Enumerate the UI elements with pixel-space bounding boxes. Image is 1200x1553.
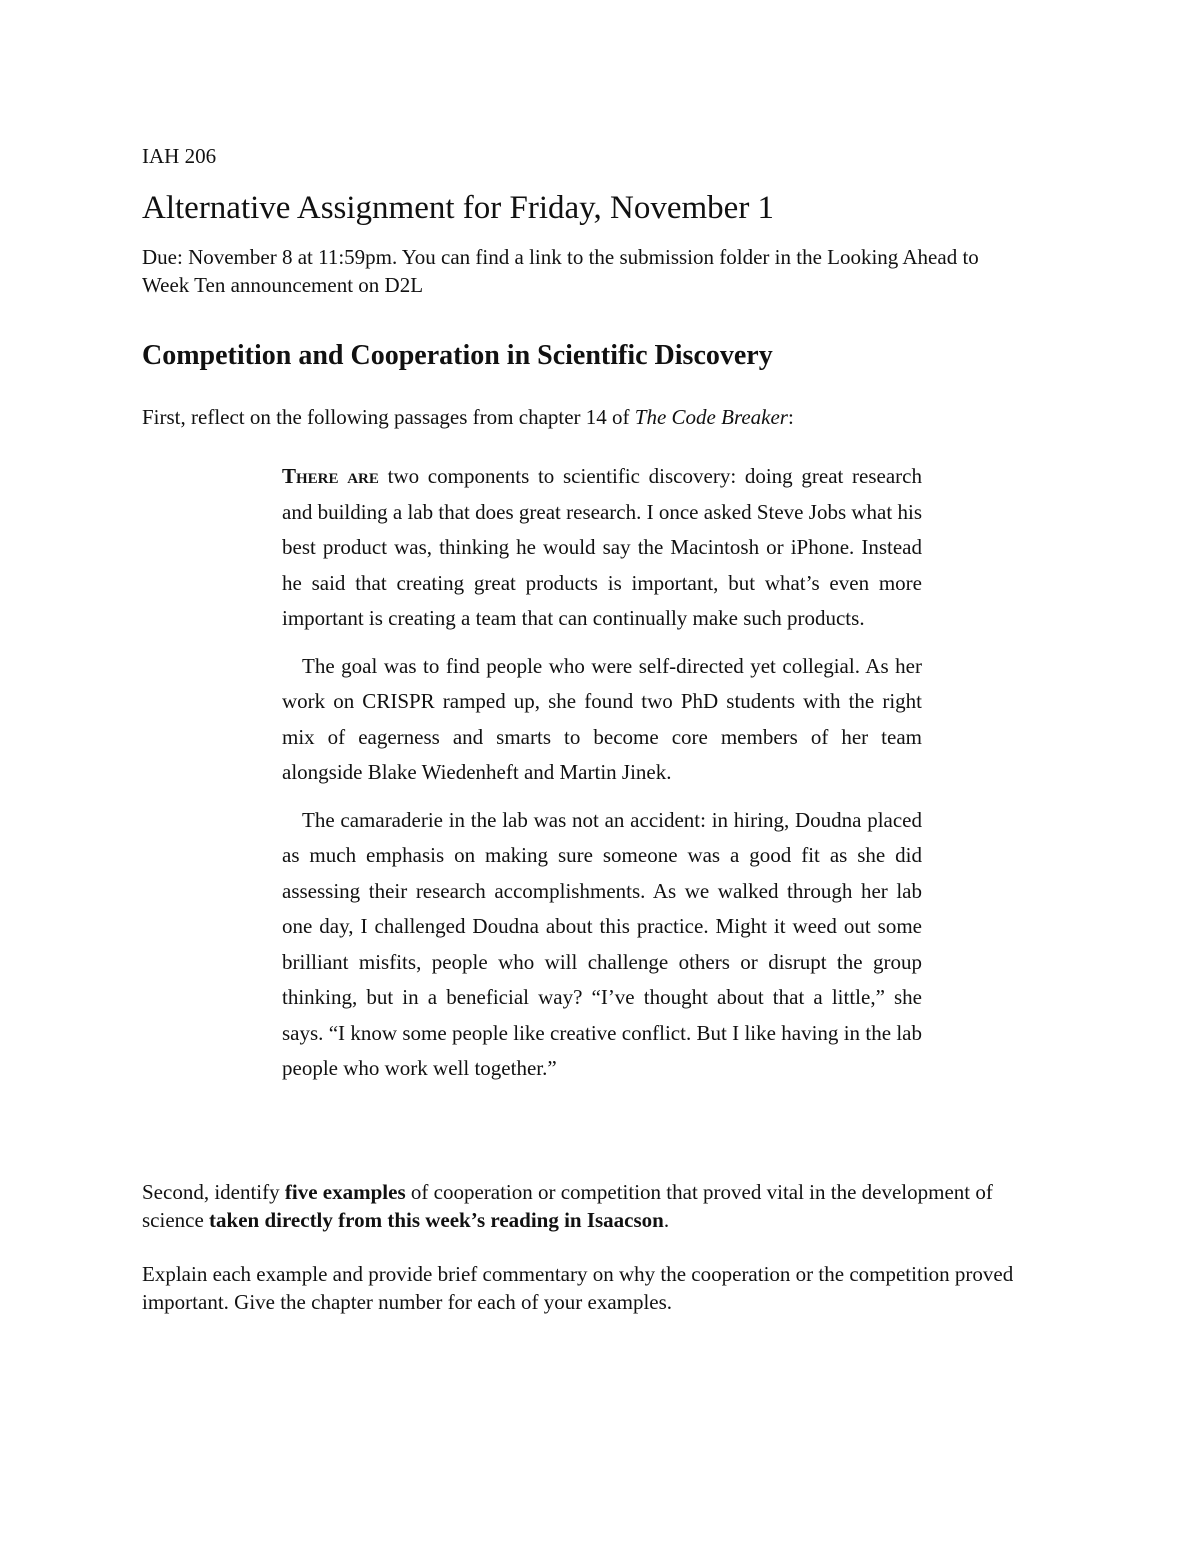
section-heading: Competition and Cooperation in Scientific Discovery xyxy=(142,340,773,371)
due-date-text: Due: November 8 at 11:59pm. You can find a link to the submission folder in the Looking Ahead to Week Ten announcement on D2L xyxy=(142,245,979,297)
second-e: . xyxy=(663,1208,670,1232)
second-a: Second, identify xyxy=(142,1180,285,1204)
quote-paragraph-1 xyxy=(282,459,922,637)
quote-paragraph-2: The goal was to find people who were self-directed yet collegial. As her work on CRISPR ramped up, she found two PhD students with the right mix of eagerness and smarts to become core members of her team alongside Blake Wiedenheft and Martin Jinek. xyxy=(282,653,922,784)
quote-paragraph-3: The camaraderie in the lab was not an accident: in hiring, Doudna placed as much emphasis on making sure someone was a good fit as she did assessing their research accomplishments. As we walked through her lab one day, I challenged Doudna about this practice. Might it weed out some brilliant misfits, people who will challenge others or disrupt the group thinking, but in a beneficial way? “I’ve thought about that a little,” she says. “I know some people like creative conflict. But I like having in the lab people who work well together.” xyxy=(282,807,922,1080)
quote-lead-in: There are xyxy=(282,464,379,488)
second-c: of cooperation or competition that proved vital in the development of science xyxy=(142,1180,993,1232)
course-code: IAH 206 xyxy=(142,144,217,168)
intro-after: : xyxy=(787,405,794,429)
instructions-second xyxy=(142,1178,1022,1234)
block-quote xyxy=(282,459,922,1099)
second-emphasis-1: five examples xyxy=(284,1180,406,1204)
intro-before: First, reflect on the following passages from chapter 14 of xyxy=(142,405,635,429)
book-title: The Code Breaker xyxy=(634,405,788,429)
second-emphasis-2: taken directly from this week’s reading in Isaacson xyxy=(209,1208,664,1232)
quote-paragraph-1-text: two components to scientific discovery: doing great research and building a lab that does great research. I once asked Steve Jobs what his best product was, thinking he would say the Macintosh or iPhone. Instead he said that creating great products is important, but what’s even more important is creating a team that can continually make such products. xyxy=(282,464,922,630)
assignment-title: Alternative Assignment for Friday, November 1 xyxy=(142,190,775,226)
intro-text xyxy=(142,403,794,431)
instructions-explain: Explain each example and provide brief commentary on why the cooperation or the competition proved important. Give the chapter number for each of your examples. xyxy=(142,1262,1014,1314)
